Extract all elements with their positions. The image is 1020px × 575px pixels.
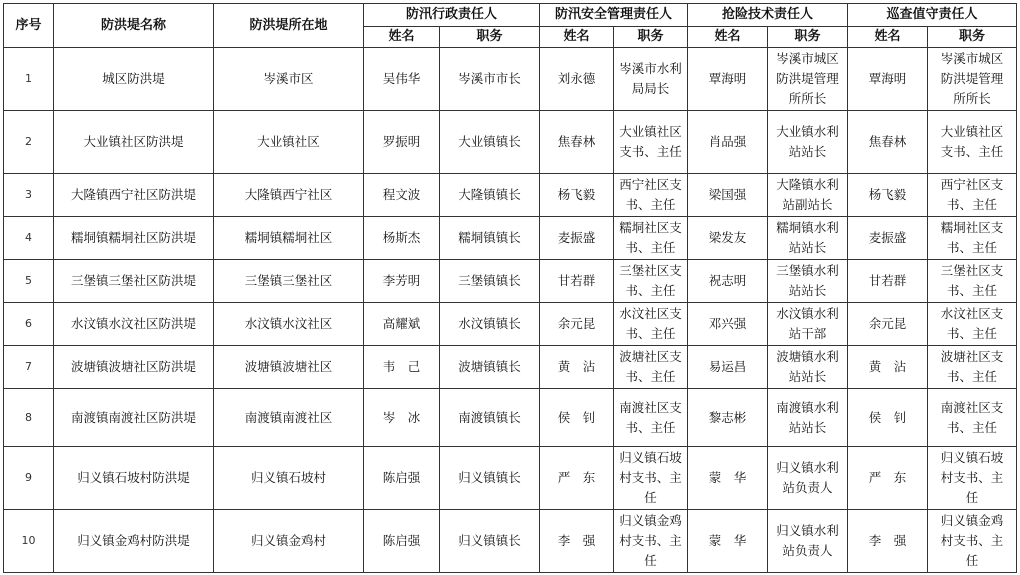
cell-patrol-post: [928, 48, 1017, 111]
cell-patrol-name: 侯 钊: [848, 389, 928, 447]
cell-tech-post-text: 大业镇水利站站长: [776, 124, 839, 159]
cell-admin-name: 杨斯杰: [364, 217, 440, 260]
cell-tech-name: 肖品强: [688, 111, 768, 174]
cell-tech-post-text: 岑溪市城区防洪堤管理所所长: [776, 51, 839, 106]
cell-tech-post: [768, 389, 848, 447]
cell-tech-name: 邓兴强: [688, 303, 768, 346]
cell-admin-post: 波塘镇镇长: [440, 346, 540, 389]
header-safety: 防汛安全管理责任人: [540, 4, 688, 27]
cell-admin-post: 三堡镇镇长: [440, 260, 540, 303]
cell-dike-name: 南渡镇南渡社区防洪堤: [54, 389, 214, 447]
cell-safety-post-text: 南渡社区支书、主任: [619, 399, 682, 435]
cell-seq: 7: [4, 346, 54, 389]
cell-location: 大隆镇西宁社区: [214, 174, 364, 217]
cell-tech-name: 覃海明: [688, 48, 768, 111]
cell-location: 三堡镇三堡社区: [214, 260, 364, 303]
header-row-top: [4, 4, 1017, 27]
cell-patrol-post-text: 归义镇石坡村支书、主任: [940, 450, 1004, 505]
cell-tech-post-text: 水汶镇水利站干部: [776, 306, 839, 341]
cell-safety-post-text: 大业镇社区支书、主任: [619, 124, 682, 159]
cell-patrol-post: [928, 174, 1017, 217]
cell-patrol-name: 余元昆: [848, 303, 928, 346]
header-tech-post: 职务: [768, 27, 848, 48]
cell-safety-name: 麦振盛: [540, 217, 614, 260]
cell-admin-post: 南渡镇镇长: [440, 389, 540, 447]
cell-tech-name: 易运昌: [688, 346, 768, 389]
cell-safety-name: 余元昆: [540, 303, 614, 346]
cell-patrol-post: [928, 260, 1017, 303]
cell-tech-name: 蒙 华: [688, 510, 768, 573]
cell-seq: 6: [4, 303, 54, 346]
cell-patrol-name: 黄 沾: [848, 346, 928, 389]
cell-safety-name: 侯 钊: [540, 389, 614, 447]
cell-tech-post-text: 大隆镇水利站副站长: [776, 177, 839, 212]
cell-safety-post-text: 水汶社区支书、主任: [619, 306, 682, 341]
cell-safety-post: [614, 217, 688, 260]
cell-safety-post-text: 糯垌社区支书、主任: [619, 220, 682, 255]
cell-location: 归义镇石坡村: [214, 447, 364, 510]
cell-patrol-post-text: 水汶社区支书、主任: [940, 306, 1004, 341]
cell-safety-name: 焦春林: [540, 111, 614, 174]
cell-patrol-post-text: 岑溪市城区防洪堤管理所所长: [940, 51, 1004, 106]
cell-patrol-post: [928, 217, 1017, 260]
cell-safety-post-text: 归义镇石坡村支书、主任: [619, 450, 682, 505]
cell-admin-name: 陈启强: [364, 510, 440, 573]
cell-dike-name: 波塘镇波塘社区防洪堤: [54, 346, 214, 389]
cell-patrol-post-text: 大业镇社区支书、主任: [940, 124, 1004, 159]
cell-admin-name: 吴伟华: [364, 48, 440, 111]
cell-tech-name: 梁国强: [688, 174, 768, 217]
cell-safety-name: 李 强: [540, 510, 614, 573]
cell-seq: 5: [4, 260, 54, 303]
cell-patrol-post-text: 三堡社区支书、主任: [940, 263, 1004, 298]
cell-tech-post: [768, 303, 848, 346]
cell-location: 水汶镇水汶社区: [214, 303, 364, 346]
cell-patrol-post: [928, 447, 1017, 510]
cell-dike-name: 糯垌镇糯垌社区防洪堤: [54, 217, 214, 260]
cell-tech-post: [768, 174, 848, 217]
header-tech-name: 姓名: [688, 27, 768, 48]
header-admin-name: 姓名: [364, 27, 440, 48]
cell-admin-name: 罗振明: [364, 111, 440, 174]
header-patrol-post: 职务: [928, 27, 1017, 48]
cell-patrol-post-text: 波塘社区支书、主任: [940, 349, 1004, 384]
cell-tech-post: [768, 48, 848, 111]
cell-location: 糯垌镇糯垌社区: [214, 217, 364, 260]
cell-tech-name: 梁发友: [688, 217, 768, 260]
header-seq: 序号: [4, 4, 54, 48]
header-admin-post: 职务: [440, 27, 540, 48]
cell-patrol-name: 严 东: [848, 447, 928, 510]
cell-seq: 2: [4, 111, 54, 174]
cell-admin-name: 陈启强: [364, 447, 440, 510]
cell-safety-post: [614, 111, 688, 174]
cell-patrol-name: 甘若群: [848, 260, 928, 303]
cell-safety-post-text: 三堡社区支书、主任: [619, 263, 682, 298]
table-row: [4, 260, 1017, 303]
table-row: [4, 174, 1017, 217]
cell-patrol-post: [928, 346, 1017, 389]
header-safety-post: 职务: [614, 27, 688, 48]
header-safety-name: 姓名: [540, 27, 614, 48]
cell-seq: 9: [4, 447, 54, 510]
cell-patrol-name: 覃海明: [848, 48, 928, 111]
cell-dike-name: 三堡镇三堡社区防洪堤: [54, 260, 214, 303]
cell-tech-post: [768, 217, 848, 260]
table-row: [4, 346, 1017, 389]
cell-patrol-name: 杨飞毅: [848, 174, 928, 217]
cell-safety-name: 刘永德: [540, 48, 614, 111]
cell-admin-post: 大业镇镇长: [440, 111, 540, 174]
cell-safety-name: 甘若群: [540, 260, 614, 303]
cell-admin-post: 糯垌镇镇长: [440, 217, 540, 260]
cell-tech-name: 黎志彬: [688, 389, 768, 447]
cell-admin-name: 韦 己: [364, 346, 440, 389]
cell-dike-name: 归义镇金鸡村防洪堤: [54, 510, 214, 573]
cell-dike-name: 水汶镇水汶社区防洪堤: [54, 303, 214, 346]
table-row: [4, 389, 1017, 447]
cell-tech-post: [768, 510, 848, 573]
cell-location: 岑溪市区: [214, 48, 364, 111]
cell-safety-post-text: 西宁社区支书、主任: [619, 177, 682, 212]
cell-admin-name: 程文波: [364, 174, 440, 217]
cell-tech-post-text: 三堡镇水利站站长: [776, 263, 839, 298]
cell-patrol-name: 李 强: [848, 510, 928, 573]
cell-patrol-post: [928, 389, 1017, 447]
cell-safety-name: 严 东: [540, 447, 614, 510]
cell-location: 南渡镇南渡社区: [214, 389, 364, 447]
table-row: [4, 510, 1017, 573]
cell-safety-post: [614, 303, 688, 346]
table-row: [4, 217, 1017, 260]
cell-patrol-post-text: 南渡社区支书、主任: [940, 399, 1004, 435]
cell-patrol-post-text: 糯垌社区支书、主任: [940, 220, 1004, 255]
cell-tech-post-text: 糯垌镇水利站站长: [776, 220, 839, 255]
cell-patrol-name: 焦春林: [848, 111, 928, 174]
cell-safety-post: [614, 48, 688, 111]
table-row: [4, 111, 1017, 174]
cell-safety-post: [614, 346, 688, 389]
cell-seq: 10: [4, 510, 54, 573]
cell-admin-name: 高耀斌: [364, 303, 440, 346]
cell-seq: 8: [4, 389, 54, 447]
cell-patrol-post: [928, 303, 1017, 346]
cell-tech-post-text: 归义镇水利站负责人: [776, 523, 839, 558]
dike-responsibility-table: [3, 3, 1017, 573]
cell-patrol-name: 麦振盛: [848, 217, 928, 260]
cell-seq: 4: [4, 217, 54, 260]
cell-safety-post: [614, 510, 688, 573]
cell-tech-post-text: 波塘镇水利站站长: [776, 349, 839, 384]
cell-safety-name: 杨飞毅: [540, 174, 614, 217]
cell-tech-post-text: 南渡镇水利站站长: [776, 399, 839, 435]
cell-patrol-post: [928, 510, 1017, 573]
header-tech: 抢险技术责任人: [688, 4, 848, 27]
cell-seq: 3: [4, 174, 54, 217]
cell-seq: 1: [4, 48, 54, 111]
cell-admin-post: 归义镇镇长: [440, 510, 540, 573]
cell-dike-name: 大隆镇西宁社区防洪堤: [54, 174, 214, 217]
cell-safety-post: [614, 260, 688, 303]
cell-safety-post: [614, 174, 688, 217]
header-dike-name: 防洪堤名称: [54, 4, 214, 48]
cell-admin-name: 岑 冰: [364, 389, 440, 447]
cell-tech-post-text: 归义镇水利站负责人: [776, 460, 839, 495]
cell-tech-name: 蒙 华: [688, 447, 768, 510]
cell-admin-name: 李芳明: [364, 260, 440, 303]
table-row: [4, 447, 1017, 510]
cell-tech-post: [768, 447, 848, 510]
header-admin: 防汛行政责任人: [364, 4, 540, 27]
cell-safety-post-text: 波塘社区支书、主任: [619, 349, 682, 384]
header-patrol-name: 姓名: [848, 27, 928, 48]
cell-dike-name: 归义镇石坡村防洪堤: [54, 447, 214, 510]
cell-dike-name: 城区防洪堤: [54, 48, 214, 111]
cell-location: 波塘镇波塘社区: [214, 346, 364, 389]
cell-location: 大业镇社区: [214, 111, 364, 174]
cell-tech-post: [768, 111, 848, 174]
cell-tech-post: [768, 346, 848, 389]
cell-safety-name: 黄 沾: [540, 346, 614, 389]
cell-patrol-post: [928, 111, 1017, 174]
cell-admin-post: 岑溪市市长: [440, 48, 540, 111]
cell-tech-post: [768, 260, 848, 303]
cell-dike-name: 大业镇社区防洪堤: [54, 111, 214, 174]
cell-patrol-post-text: 归义镇金鸡村支书、主任: [940, 513, 1004, 568]
cell-admin-post: 归义镇镇长: [440, 447, 540, 510]
header-location: 防洪堤所在地: [214, 4, 364, 48]
table-row: [4, 48, 1017, 111]
cell-patrol-post-text: 西宁社区支书、主任: [940, 177, 1004, 212]
table-body: [4, 48, 1017, 573]
cell-admin-post: 水汶镇镇长: [440, 303, 540, 346]
cell-safety-post: [614, 389, 688, 447]
header-patrol: 巡查值守责任人: [848, 4, 1017, 27]
cell-safety-post-text: 归义镇金鸡村支书、主任: [619, 513, 682, 568]
cell-safety-post: [614, 447, 688, 510]
cell-admin-post: 大隆镇镇长: [440, 174, 540, 217]
cell-safety-post-text: 岑溪市水利局局长: [619, 61, 682, 96]
table-row: [4, 303, 1017, 346]
cell-tech-name: 祝志明: [688, 260, 768, 303]
cell-location: 归义镇金鸡村: [214, 510, 364, 573]
